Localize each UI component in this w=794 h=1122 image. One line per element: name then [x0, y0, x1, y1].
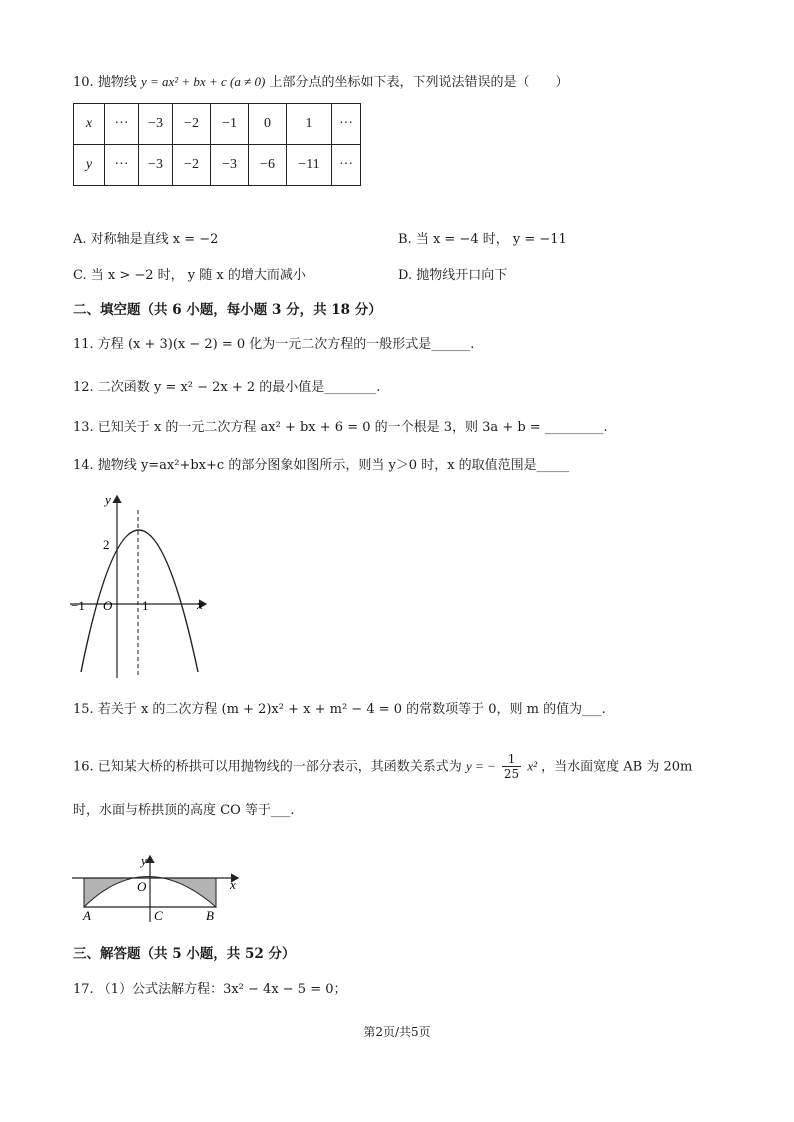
point-c-label: C	[154, 908, 163, 923]
q16-line1	[73, 752, 692, 782]
q10-stem-pre: 10. 抛物线	[73, 75, 137, 90]
x-header-cell: x	[74, 104, 105, 145]
fraction-denominator: 25	[503, 767, 520, 782]
q15-text: 15. 若关于 x 的二次方程 (m + 2)x² + x + m² − 4 = 0 的常数项等于 0，则 m 的值为___.	[73, 702, 606, 717]
q10-formula: y = ax² + bx + c (a ≠ 0)	[140, 74, 266, 89]
table-cell: 0	[249, 104, 287, 145]
tick-label-2: 2	[103, 537, 110, 552]
page-footer: 第2页/共5页	[363, 1025, 431, 1039]
q10-value-table	[73, 103, 361, 186]
y-axis-label: y	[105, 492, 111, 507]
parabola-curve	[81, 530, 198, 672]
table-cell: −11	[287, 145, 332, 186]
y-header-cell: y	[74, 145, 105, 186]
q16-line1-pre: 16. 已知某大桥的桥拱可以用抛物线的一部分表示，其函数关系式为	[73, 759, 462, 775]
q10-option-c: C. 当 x > −2 时， y 随 x 的增大而减小	[73, 268, 306, 283]
q12-text: 12. 二次函数 y = x² − 2x + 2 的最小值是________.	[73, 380, 381, 395]
x-axis-label: x	[230, 877, 236, 892]
q16-line1-post: ，当水面宽度 AB 为 20m	[541, 759, 693, 775]
table-cell: −1	[211, 104, 249, 145]
q10-option-d: D. 抛物线开口向下	[398, 268, 508, 283]
origin-label: O	[103, 598, 113, 613]
q16-line2: 时，水面与桥拱顶的高度 CO 等于___.	[73, 803, 295, 818]
table-row	[74, 104, 361, 145]
q17-text: 17. （1）公式法解方程：3x² − 4x − 5 = 0；	[73, 982, 347, 997]
q16-func-rhs: x²	[527, 758, 538, 774]
table-cell: −2	[173, 145, 211, 186]
table-cell: ···	[105, 145, 139, 186]
q11-text: 11. 方程 (x + 3)(x − 2) = 0 化为一元二次方程的一般形式是______.	[73, 337, 475, 352]
table-cell: ···	[105, 104, 139, 145]
table-cell: −6	[249, 145, 287, 186]
y-axis-label: y	[141, 853, 147, 868]
table-cell: −3	[139, 145, 173, 186]
q14-text: 14. 抛物线 y=ax²+bx+c 的部分图象如图所示，则当 y＞0 时，x 的取值范围是_____	[73, 458, 570, 473]
q16-fraction	[502, 752, 521, 782]
q16-func-lhs: y = −	[465, 758, 496, 774]
table-cell: −3	[211, 145, 249, 186]
q10-option-b: B. 当 x = −4 时， y = −11	[398, 232, 567, 247]
x-axis-label: x	[197, 597, 203, 612]
q10-option-a: A. 对称轴是直线 x = −2	[73, 232, 219, 247]
origin-label: O	[137, 879, 147, 894]
q13-text: 13. 已知关于 x 的一元二次方程 ax² + bx + 6 = 0 的一个根是 3，则 3a + b = _________.	[73, 420, 608, 435]
tick-label-neg1: −1	[71, 598, 85, 613]
point-b-label: B	[206, 908, 214, 923]
table-cell: −3	[139, 104, 173, 145]
tick-label-1: 1	[142, 598, 149, 613]
q10-stem	[73, 74, 568, 91]
table-cell: −2	[173, 104, 211, 145]
fraction-numerator: 1	[502, 752, 521, 767]
section2-title: 二、填空题（共 6 小题，每小题 3 分，共 18 分）	[73, 302, 382, 318]
table-cell: ···	[332, 145, 361, 186]
q14-parabola-figure	[66, 488, 226, 683]
point-a-label: A	[83, 908, 91, 923]
table-cell: 1	[287, 104, 332, 145]
section3-title: 三、解答题（共 5 小题，共 52 分）	[73, 946, 296, 962]
q16-bridge-figure	[66, 852, 246, 924]
table-cell: ···	[332, 104, 361, 145]
q10-stem-post: 上部分点的坐标如下表，下列说法错误的是（ ）	[269, 75, 569, 90]
table-row	[74, 145, 361, 186]
